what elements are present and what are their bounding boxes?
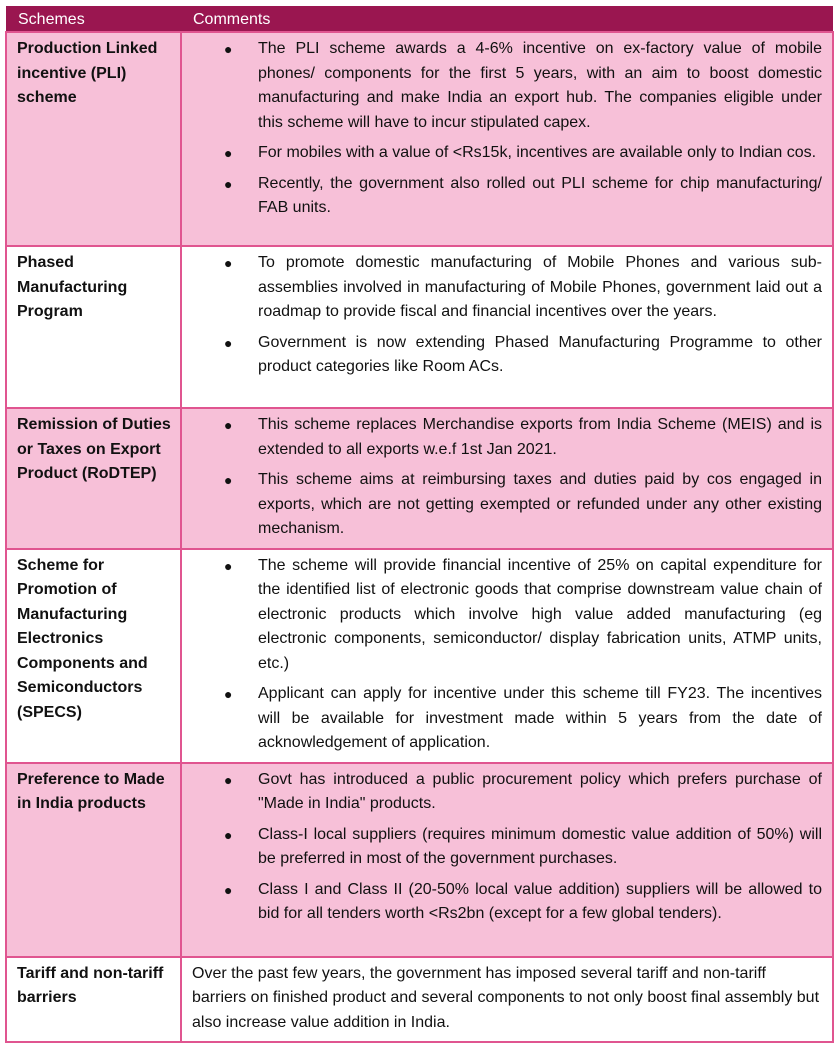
scheme-comments (181, 32, 833, 246)
bullet-list (182, 251, 822, 380)
bullet-icon: ● (224, 417, 233, 433)
bullet-list (182, 768, 822, 927)
header-schemes: Schemes (18, 10, 85, 28)
scheme-comments (181, 408, 833, 549)
bullet-icon: ● (224, 686, 233, 702)
bullet-list (182, 554, 822, 756)
bullet-icon: ● (224, 41, 233, 57)
bullet-icon: ● (224, 472, 233, 488)
table-row (6, 957, 833, 1043)
list-item: ● Govt has introduced a public procurement policy which prefers purchase of "Made in India" products. (258, 768, 822, 817)
list-item: ● Class-I local suppliers (requires minimum domestic value addition of 50%) will be preferred in most of the government purchases. (258, 823, 822, 872)
bullet-list (182, 37, 822, 221)
list-item: ● This scheme aims at reimbursing taxes and duties paid by cos engaged in exports, which are not getting exempted or refunded under any other existing mechanism. (258, 468, 822, 542)
scheme-name: Production Linked incentive (PLI) scheme (6, 32, 181, 246)
bullet-icon: ● (224, 557, 233, 574)
table-row (6, 408, 833, 549)
table-row (6, 246, 833, 408)
bullet-icon: ● (224, 771, 233, 788)
scheme-name: Phased Manufacturing Program (6, 246, 181, 408)
table-row (6, 549, 833, 763)
list-item: ● This scheme replaces Merchandise exports from India Scheme (MEIS) and is extended to all exports w.e.f 1st Jan 2021. (258, 413, 822, 462)
schemes-table (5, 6, 834, 1043)
list-item: ● Recently, the government also rolled out PLI scheme for chip manufacturing/ FAB units. (258, 172, 822, 221)
header-comments: Comments (193, 10, 271, 28)
list-item: ● The scheme will provide financial incentive of 25% on capital expenditure for the identified list of electronic goods that comprise downstream value chain of electronic products which involve high value added manufacturing (eg electronic components, semiconductor/ display fabrication units, ATMP units, etc.) (258, 554, 822, 677)
bullet-icon: ● (224, 334, 233, 351)
bullet-icon: ● (224, 881, 233, 898)
scheme-comments (181, 246, 833, 408)
table-header (6, 6, 833, 32)
table-row (6, 763, 833, 957)
list-item: ● For mobiles with a value of <Rs15k, incentives are available only to Indian cos. (258, 141, 822, 166)
bullet-icon: ● (224, 175, 233, 192)
scheme-name: Remission of Duties or Taxes on Export Product (RoDTEP) (6, 408, 181, 549)
scheme-comments: Over the past few years, the government has imposed several tariff and non-tariff barriers on finished product and several components to not only boost final assembly but also increase value addition in India. (181, 957, 833, 1043)
scheme-comments (181, 763, 833, 957)
list-item: ● Class I and Class II (20-50% local value addition) suppliers will be allowed to bid for all tenders worth <Rs2bn (except for a few global tenders). (258, 878, 822, 927)
list-item: ● Government is now extending Phased Manufacturing Programme to other product categories like Room ACs. (258, 331, 822, 380)
scheme-name: Scheme for Promotion of Manufacturing Electronics Components and Semiconductors (SPECS) (6, 549, 181, 763)
list-item: ● The PLI scheme awards a 4-6% incentive on ex-factory value of mobile phones/ components for the first 5 years, with an aim to boost domestic manufacturing and make India an export hub. The companies eligible under this scheme will have to incur stipulated capex. (258, 37, 822, 135)
table-row (6, 32, 833, 246)
bullet-icon: ● (224, 255, 233, 271)
list-item: ● To promote domestic manufacturing of Mobile Phones and various sub-assemblies involved in manufacturing of Mobile Phones, government laid out a roadmap to provide fiscal and financial incentives over the years. (258, 251, 822, 325)
bullet-list (182, 413, 822, 542)
bullet-icon: ● (224, 826, 233, 843)
bullet-icon: ● (224, 145, 233, 161)
list-item: ● Applicant can apply for incentive under this scheme till FY23. The incentives will be available for investment made within 5 years from the date of acknowledgement of application. (258, 682, 822, 756)
scheme-name: Tariff and non-tariff barriers (6, 957, 181, 1043)
scheme-comments (181, 549, 833, 763)
scheme-name: Preference to Made in India products (6, 763, 181, 957)
